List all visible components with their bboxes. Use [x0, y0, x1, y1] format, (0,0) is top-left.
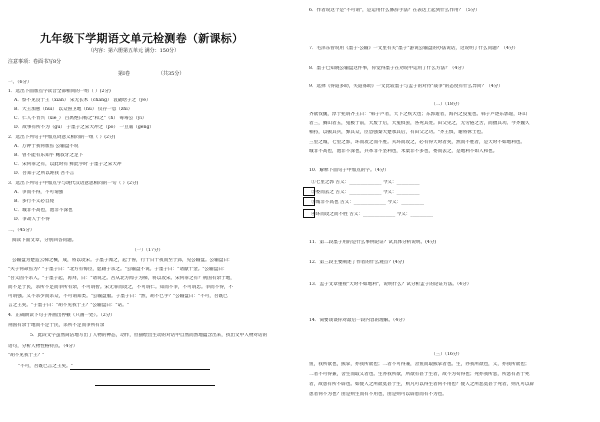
left-line: D．争劫人于不得 [14, 217, 50, 222]
right-line: 13．孟子文章重视"天时不如地利"，说明什么？试分析孟子的论证方法。（4分） [309, 282, 472, 287]
left-line: 阅读下面文章，分别回答问题。 [12, 238, 77, 243]
right-line: 齐欲伐魏，淳于髡谓齐王曰："韩子卢者，天下之疾犬也；东郭逡者，海内之狡兔也。韩子卢逐东郭逡，环山 [309, 112, 528, 117]
volume-points: （共35分） [158, 71, 185, 77]
right-line: ③城非不高也 古义：______________ 今义：__________ [311, 200, 425, 205]
right-line: 7．毛泽东曾说用《墨子·公输》一文里有关"墨子"游说公输盘的办法说话，这说明了什么问题？（4分） [309, 46, 519, 51]
right-line: 14．简要谈谈你对最后一段内容的理解。（4分） [309, 318, 408, 323]
left-line: B．曾不能有乐知乎 鲍叔牙之足下 [14, 153, 84, 158]
answer-line [95, 385, 215, 386]
left-line: 3．选出下列句子中加点字与现代汉语意思相同的一句（ ）(2分) [8, 181, 139, 186]
left-line: 公输盘为楚造云梯之械，成，将以攻宋。子墨子闻之，起于鲁，行十日十夜而至于郢，见公输盘。公输盘曰： [12, 258, 233, 263]
right-line: 11．第二段墨子用的是什么事例论证？试具体分析说明。(4分) [309, 240, 437, 245]
left-line: "吾义固不杀人。"子墨子起，再拜，曰："请说之。吾从北方闻子为梯，将以攻宋。宋何罪之有？荆国有余于地， [8, 276, 235, 281]
right-line: 三里之城，七里之郭，环而攻之而不胜。夫环而攻之，必有得天时者矣，然而不胜者，是天时不如地利也。 [309, 140, 525, 145]
left-line: 一、（6分） [8, 80, 32, 85]
left-line: "胡不见我于王？" [8, 353, 45, 358]
left-line: D．故事有所不为（gǔ） 子墨子之宋大冲之（pò） 一豆羹（gēng） [14, 125, 155, 130]
right-line: 6．作者说这个是"不可谓"，是运用什么修辞手法？在表达上起到什么作用？（5分） [309, 8, 480, 13]
left-line: 可谓强。义不杀少而杀众，不可谓知类。"公输盘服。子墨子曰："然，胡不已乎？"公输盘曰："不可，吾既已 [8, 294, 228, 299]
left-line: 5．此段文字虽然简洁地写出了人物的神态，动作，但描绘出生动的对话中自然而然地蕴含出来，找出文中人物对话的 [30, 333, 268, 338]
left-line: 语句，分析人物性格特点。（4分） [8, 344, 78, 349]
exam-subtitle: （内容：第六册第五单元 满分：150分） [88, 48, 180, 54]
left-line: A．争而不得，不可谓强 [14, 190, 64, 195]
right-line: ④环而攻之而不胜 古义：______________ 今义：__________ [311, 212, 434, 217]
left-line: 而不足于民，杀所不足而争所有余，不可谓智。宋无罪而攻之，不可谓仁。知而不争，不可谓忠。争而不得，不 [8, 285, 234, 290]
left-line: 言之王矣。"子墨子曰："胡不见我于王？"公输盘曰："诺。" [8, 303, 129, 308]
right-line: 城非不高也，池非不深也，兵革非不坚利也，米粟非不多也，委而去之，是地利不如人和也。 [309, 149, 498, 154]
left-line: "夫子何命焉为？"子墨子曰："北方有侮臣，愿藉子杀之。"公输盘不说。子墨子曰："请献十金。"公输盘曰： [8, 267, 228, 272]
section-heading: （一）（17分） [132, 248, 164, 253]
page-title: 九年级下学期语文单元检测卷（新课标） [40, 32, 244, 45]
right-column [303, 0, 600, 422]
left-line: 2．选出下列句子中加点词意义相同的一组（ ）(2分) [8, 135, 116, 140]
answer-box[interactable] [303, 197, 315, 206]
right-line: 相持，以顿其兵，弊其众，臣恐强秦大楚承其后，有田父之功。"齐王惧，谢将休士也。 [309, 130, 486, 135]
section-heading: （三）（16分） [431, 352, 463, 357]
right-line: ①七里之郭 古义：______________ 今义：__________ [311, 180, 420, 185]
left-line: B．大王加惠（hui） 以众鲁卫地（hu） 仅存一息（zhi） [14, 107, 133, 112]
left-line: B．多行不义必自毙 [14, 199, 55, 204]
right-line: 者，故患有所不辟也。如使人之所欲莫甚于生，则凡可以得生者何不用也？使人之所恶莫甚于死者，则凡可以辟 [309, 382, 535, 387]
answer-box[interactable] [303, 209, 315, 218]
left-line: A．察不见良于王（xiàn） 宋无长木（chǎng） 袁崴晗子之（yè） [14, 98, 151, 103]
volume-label: 第Ⅰ卷 [118, 71, 130, 77]
left-line: 荆国有余于地而不足于民，杀所不足而争所有余 [8, 323, 105, 328]
right-line: 二者不可得兼，舍生而取义者也。生亦我所欲，所欲有甚于生者，故不为苟得也；死亦我所恶，所恶有甚于死 [309, 372, 530, 377]
left-line: D．吾知子之所以距我 吾不言 [14, 171, 75, 176]
right-line: 者三，腾山者五，兔极于前，犬废于后，犬兔俱罢，各死其处。田父见之，无劳倦之苦，而擅其功。今齐魏久 [309, 121, 530, 126]
answer-line [70, 369, 210, 370]
left-line: 二、（45分） [8, 228, 35, 233]
left-line: 1．选出下面加点字读音全部相同的一组（ ）(2分) [8, 89, 111, 94]
right-line: 10．解释下面句子中加点的字。（4分） [309, 168, 389, 173]
right-line: 12．第三段主要阐述了作者的什么观点？(4分) [309, 260, 405, 265]
left-line: C．仁人不肯兴（xiè_） 百禹绝日杨之"和之"（h） 毒毒公（yǐ） [14, 116, 147, 121]
left-line: 4．正确朗读下句子并画出停顿（只画一处）。（2分） [8, 313, 115, 318]
section-heading: （二）（18分） [431, 102, 463, 107]
right-line: 鱼，我所欲也，熊掌，亦我所欲也；二者不可得兼，舍鱼而取熊掌者也。生，亦我所欲也，义，亦我所欲也； [309, 362, 530, 367]
left-line: A．万钟于我何加焉 公输盘不说 [14, 144, 79, 149]
left-line: C．宋何罪之有，以此时有 鲜此乎时 子墨子之宋大冲 [14, 162, 122, 167]
right-line: ②委而去之 古义：______________ 今义：__________ [311, 190, 420, 195]
answer-box[interactable] [303, 187, 315, 196]
right-line: 患者何不为也？由是则生而有不用也，由是则可以辟患而有不为也。 [309, 392, 447, 397]
right-line: 9．选择《得道多助，失道寡助》一文比较墨子与孟子的对待"战争"的态度有什么异同？（4分） [309, 84, 503, 89]
left-line: C．城非不高也，池非不深也 [14, 208, 73, 213]
quote-line: "不可，吾既已言之王矣。" [18, 364, 73, 369]
notice: 注意事项：卷面书写8分 [8, 59, 62, 65]
right-line: 8．墨子已知晓公输盘这件事，你觉得墨子在劝说中运用了什么方法？（4分） [309, 66, 467, 71]
